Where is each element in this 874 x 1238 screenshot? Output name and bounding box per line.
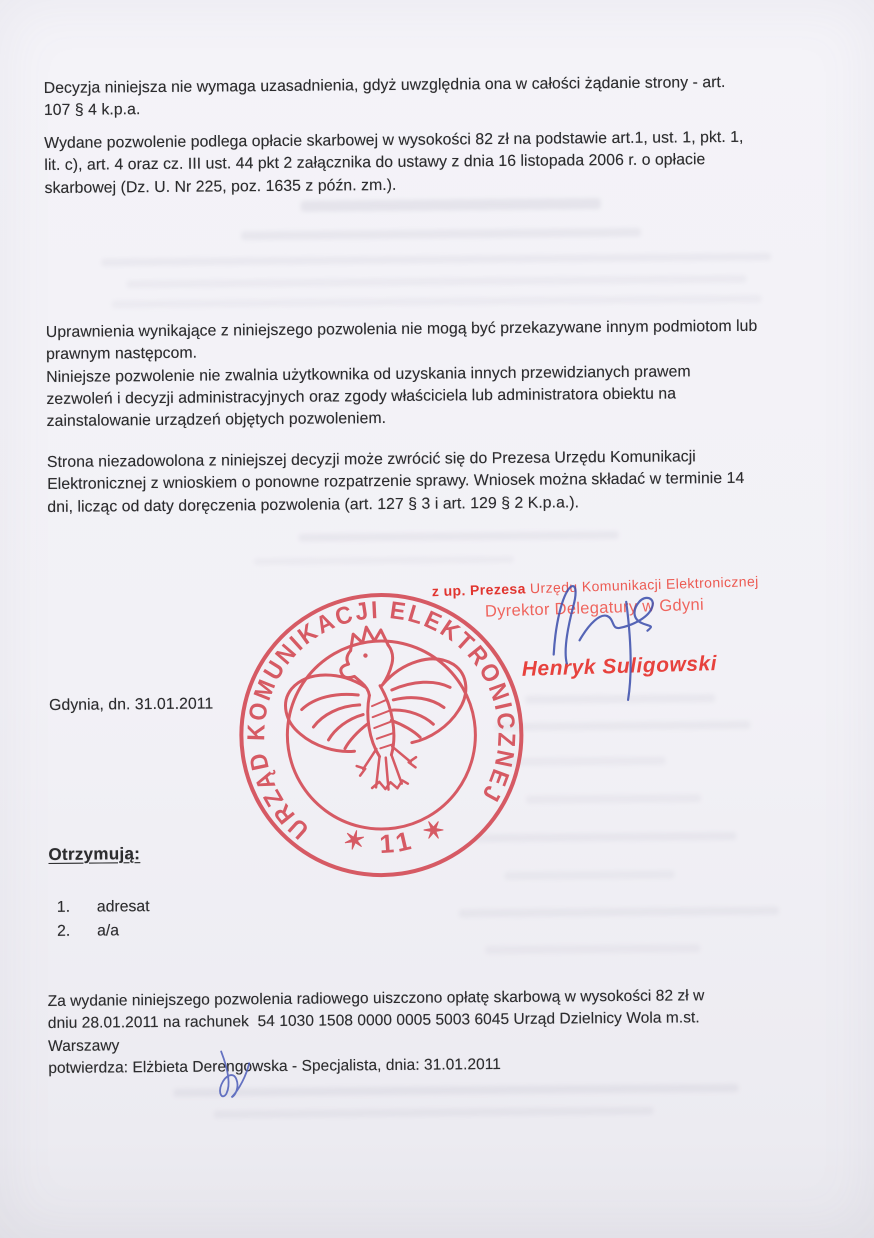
handwritten-signature <box>532 573 663 719</box>
bleed-through-artifact <box>485 944 700 954</box>
recipients-heading: Otrzymują: <box>48 844 141 864</box>
recipient-number: 2. <box>57 922 71 940</box>
paragraph-rights: Uprawnienia wynikające z niniejszego pozwolenia nie mogą być przekazywane innym podmiotom lub prawnym następcom. Niniejsze pozwolenie nie zwalnia użytkownika od uzyskania innych przewidzianych prawem zezwoleń i decyzji administracyjnych oraz zgody właściciela lub administratora obiektu na zainstalowanie urządzeń objętych pozwoleniem. <box>45 317 758 431</box>
bleed-through-artifact <box>506 757 666 766</box>
stamp-ring-text: URZĄD KOMUNIKACJI ELEKTRONICZNEJ <box>243 596 520 844</box>
handwritten-initials <box>212 1044 261 1102</box>
bleed-through-artifact <box>112 295 762 309</box>
authority-rest: Urzędu Komunikacji Elektronicznej <box>525 573 759 597</box>
signer-name: Henryk Suligowski <box>521 652 718 681</box>
stamp-number-text: ✶ 11 ✶ <box>340 809 456 860</box>
stamp-ring-text-holder <box>234 588 529 850</box>
paragraph-fee: Wydane pozwolenie podlega opłacie skarbowej w wysokości 82 zł na podstawie art.1, ust. 1, pkt. 1, lit. c), art. 4 oraz cz. III ust. 44 pkt 2 załącznika do ustawy z dnia 16 listopada 2006 r. o opłacie skarbowej (Dz. U. Nr 225, poz. 1635 z późn. zm.). <box>44 128 744 197</box>
recipient-number: 1. <box>56 898 71 916</box>
official-round-stamp <box>234 588 529 883</box>
bleed-through-artifact <box>526 794 701 804</box>
bleed-through-artifact <box>241 228 641 240</box>
authority-prefix: z up. Prezesa <box>431 580 526 600</box>
bleed-through-artifact <box>505 870 675 879</box>
bleed-through-artifact <box>101 253 771 267</box>
bleed-through-artifact <box>299 531 619 542</box>
bleed-through-artifact <box>459 907 779 918</box>
recipient-label: a/a <box>97 922 120 940</box>
director-title-line: Dyrektor Delegatury w Gdyni <box>484 595 705 621</box>
payment-note: Za wydanie niniejszego pozwolenia radiowego uiszczono opłatę skarbową w wysokości 82 zł w dniu 28.01.2011 na rachunek 54 1030 1508 0000 0005 5003 6045 Urząd Dzielnicy Wola m.st. Warszawy potwierdza: Elżbieta Derengowska - Specjalista, dnia: 31.01.2011 <box>47 987 705 1077</box>
place-date: Gdynia, dn. 31.01.2011 <box>49 695 214 714</box>
paragraph-appeal: Strona niezadowolona z niniejszej decyzji może zwrócić się do Prezesa Urzędu Komunikacji Elektronicznej z wnioskiem o ponowne rozpatrzenie sprawy. Wniosek można składać w terminie 14 dni, licząc od daty doręczenia pozwolenia (art. 127 § 3 i art. 129 § 2 K.p.a.). <box>46 448 745 516</box>
recipient-item <box>57 898 150 917</box>
recipient-label: adresat <box>96 898 150 916</box>
paragraph-decision: Decyzja niniejsza nie wymaga uzasadnienia, gdyż uwzględnia ona w całości żądanie strony - art. 107 § 4 k.p.a. <box>43 74 726 120</box>
recipient-item <box>57 922 119 941</box>
bleed-through-artifact <box>126 275 746 288</box>
bleed-through-artifact <box>301 198 601 212</box>
bleed-through-artifact <box>214 1107 654 1119</box>
stamp-bottom-text-holder <box>336 808 457 867</box>
bleed-through-artifact <box>254 556 514 565</box>
bleed-through-artifact <box>495 721 750 731</box>
